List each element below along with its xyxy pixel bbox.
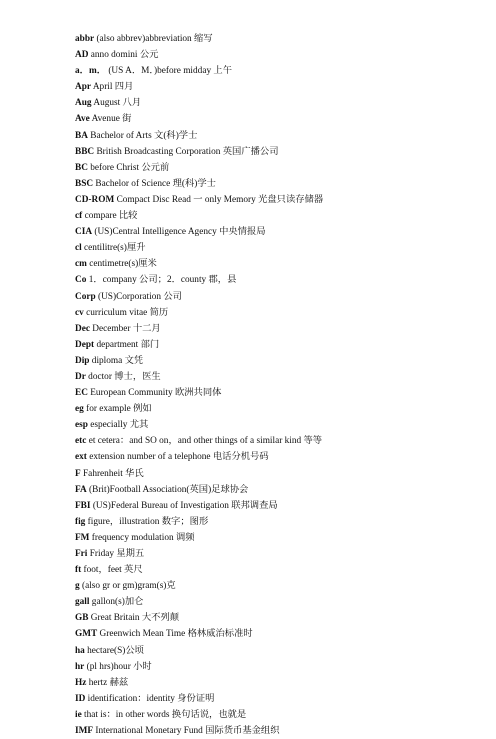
list-item <box>75 63 475 79</box>
abbreviation-definition: figure，illustration 数字；图形 <box>87 516 209 527</box>
list-item <box>75 433 475 449</box>
abbreviation-term: GB <box>75 613 89 624</box>
abbreviation-term: BA <box>75 130 88 141</box>
abbreviation-term: ft <box>75 565 82 576</box>
abbreviation-term: Corp <box>75 291 96 302</box>
abbreviation-term: FM <box>75 532 90 543</box>
abbreviation-definition: anno domini 公元 <box>90 50 159 61</box>
abbreviation-term: gall <box>75 597 90 608</box>
abbreviation-term: ie <box>75 709 82 720</box>
abbreviation-definition: (also abbrev)abbreviation 缩写 <box>96 34 213 44</box>
abbreviation-definition: centimetre(s)厘米 <box>89 259 157 270</box>
abbreviation-term: a．m． <box>75 66 106 77</box>
list-item <box>75 417 475 433</box>
abbreviation-definition: identification：identity 身份证明 <box>87 693 215 704</box>
abbreviation-term: Dr <box>75 371 86 382</box>
list-item <box>75 224 475 240</box>
abbreviation-term: F <box>75 468 81 479</box>
abbreviation-definition: department 部门 <box>96 339 160 350</box>
list-item <box>75 144 475 160</box>
abbreviation-definition: that is：in other words 换句话说，也就是 <box>84 709 247 720</box>
abbreviation-term: etc <box>75 436 87 447</box>
abbreviation-definition: 1．company 公司；2．county 郡，县 <box>88 275 237 286</box>
list-item <box>75 691 475 707</box>
abbreviation-term: ha <box>75 645 85 656</box>
abbreviation-definition: Fahrenheit 华氏 <box>83 468 144 479</box>
list-item <box>75 128 475 144</box>
abbreviation-term: eg <box>75 404 84 415</box>
list-item <box>75 192 475 208</box>
abbreviation-term: Fri <box>75 549 88 559</box>
abbreviation-term: cl <box>75 243 82 254</box>
list-item <box>75 675 475 691</box>
list-item <box>75 482 475 498</box>
abbreviation-definition: Bachelor of Arts 文(科)学士 <box>90 130 198 141</box>
abbreviation-definition: Avenue 街 <box>91 114 132 125</box>
abbreviation-definition: Compact Disc Read 一 only Memory 光盘只读存储器 <box>116 194 324 205</box>
list-item <box>75 401 475 417</box>
list-item <box>75 610 475 626</box>
list-item <box>75 176 475 192</box>
list-item <box>75 321 475 337</box>
abbreviation-definition: April 四月 <box>92 82 134 93</box>
abbreviation-definition: (US)Federal Bureau of Investigation 联邦调查局 <box>92 500 278 511</box>
abbreviation-term: BBC <box>75 146 95 157</box>
abbreviation-definition: hectare(S)公顷 <box>87 645 144 656</box>
abbreviation-definition: August 八月 <box>93 98 142 109</box>
abbreviation-term: Ave <box>75 114 90 125</box>
abbreviation-definition: compare 比较 <box>84 211 138 222</box>
list-item <box>75 578 475 594</box>
abbreviation-term: CIA <box>75 227 93 238</box>
list-item <box>75 353 475 369</box>
abbreviation-definition: (pl hrs)hour 小时 <box>86 661 152 672</box>
abbreviation-definition: Greenwich Mean Time 格林威治标准时 <box>99 629 253 640</box>
abbreviation-definition: foot，feet 英尺 <box>83 565 143 576</box>
list-item <box>75 498 475 514</box>
list-item <box>75 643 475 659</box>
abbreviation-definition: International Monetary Fund 国际货币基金组织 <box>95 726 280 737</box>
abbreviation-list <box>75 31 475 739</box>
list-item <box>75 208 475 224</box>
abbreviation-term: CD-ROM <box>75 194 115 205</box>
abbreviation-definition: British Broadcasting Corporation 英国广播公司 <box>96 146 279 157</box>
abbreviation-term: AD <box>75 50 89 61</box>
abbreviation-term: FBI <box>75 500 91 511</box>
abbreviation-term: fig <box>75 516 86 527</box>
list-item <box>75 256 475 272</box>
list-item <box>75 659 475 675</box>
abbreviation-term: hr <box>75 661 85 672</box>
abbreviation-definition: centilitre(s)厘升 <box>84 243 146 254</box>
abbreviation-term: BSC <box>75 178 94 189</box>
abbreviation-term: esp <box>75 420 88 431</box>
abbreviation-definition: extension number of a telephone 电话分机号码 <box>89 452 269 463</box>
list-item <box>75 289 475 305</box>
abbreviation-term: abbr <box>75 34 95 44</box>
abbreviation-term: cf <box>75 211 83 222</box>
abbreviation-definition: diploma 文凭 <box>91 355 144 366</box>
list-item <box>75 449 475 465</box>
list-item <box>75 240 475 256</box>
abbreviation-definition: especially 尤其 <box>90 420 149 431</box>
abbreviation-term: Hz <box>75 677 87 688</box>
abbreviation-definition: for example 例如 <box>86 404 152 415</box>
abbreviation-definition: et cetera：and SO on，and other things of a similar kind 等等 <box>88 436 323 447</box>
abbreviation-term: EC <box>75 388 88 399</box>
list-item <box>75 562 475 578</box>
abbreviation-definition: Friday 星期五 <box>89 549 145 559</box>
list-item <box>75 707 475 723</box>
abbreviation-term: ext <box>75 452 87 463</box>
abbreviation-definition: December 十二月 <box>92 323 161 334</box>
abbreviation-definition: Bachelor of Science 理(科)学士 <box>95 178 216 189</box>
abbreviation-definition: (US A．M．)before midday 上午 <box>108 66 233 77</box>
abbreviation-definition: before Christ 公元前 <box>90 162 170 173</box>
abbreviation-definition: (Brit)Football Association(英国)足球协会 <box>89 484 249 495</box>
abbreviation-definition: Great Britain 大不列颠 <box>90 613 180 624</box>
abbreviation-term: Aug <box>75 98 92 109</box>
abbreviation-definition: curriculum vitae 简历 <box>86 307 169 318</box>
abbreviation-term: Apr <box>75 82 92 93</box>
abbreviation-term: BC <box>75 162 88 173</box>
list-item <box>75 385 475 401</box>
list-item <box>75 47 475 63</box>
abbreviation-term: Dip <box>75 355 90 366</box>
abbreviation-term: cv <box>75 307 84 318</box>
list-item <box>75 272 475 288</box>
list-item <box>75 337 475 353</box>
abbreviation-term: IMF <box>75 726 94 737</box>
abbreviation-term: g <box>75 581 80 592</box>
list-item <box>75 514 475 530</box>
list-item <box>75 31 475 47</box>
abbreviation-term: Dept <box>75 339 95 350</box>
abbreviation-term: ID <box>75 693 86 704</box>
list-item <box>75 594 475 610</box>
abbreviation-term: Dec <box>75 323 90 334</box>
abbreviation-definition: gallon(s)加仑 <box>91 597 144 608</box>
list-item <box>75 723 475 739</box>
list-item <box>75 530 475 546</box>
abbreviation-term: cm <box>75 259 87 270</box>
list-item <box>75 95 475 111</box>
abbreviation-definition: European Community 欧洲共同体 <box>90 388 222 399</box>
abbreviation-term: FA <box>75 484 87 495</box>
abbreviation-definition: doctor 博士，医生 <box>88 371 161 382</box>
list-item <box>75 466 475 482</box>
abbreviation-definition: (US)Central Intelligence Agency 中央情报局 <box>94 227 266 238</box>
abbreviation-definition: frequency modulation 调频 <box>91 532 195 543</box>
abbreviation-definition: hertz 赫兹 <box>88 677 129 688</box>
abbreviation-term: Co <box>75 275 87 286</box>
list-item <box>75 160 475 176</box>
list-item <box>75 546 475 562</box>
list-item <box>75 111 475 127</box>
list-item <box>75 626 475 642</box>
list-item <box>75 305 475 321</box>
abbreviation-definition: (US)Corporation 公司 <box>98 291 182 302</box>
list-item <box>75 369 475 385</box>
abbreviation-definition: (also gr or gm)gram(s)克 <box>81 581 176 592</box>
abbreviation-term: GMT <box>75 629 98 640</box>
list-item <box>75 79 475 95</box>
